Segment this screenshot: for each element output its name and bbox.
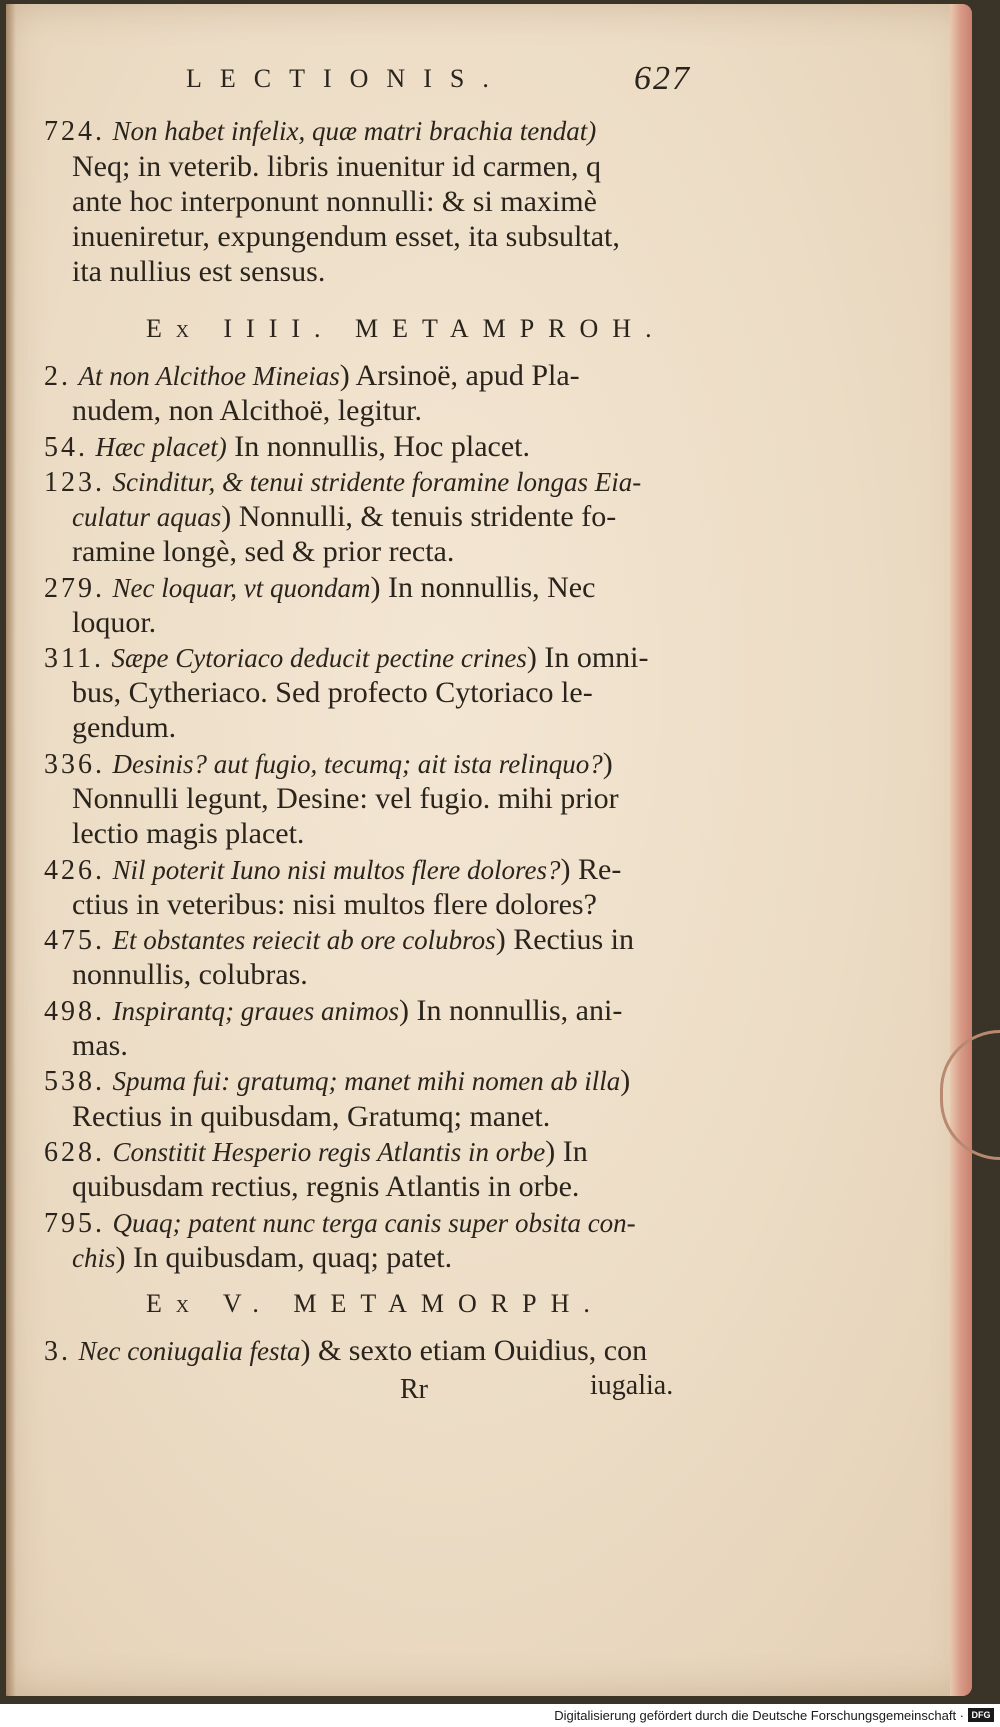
text-line	[44, 994, 724, 1029]
line-number: 336.	[44, 749, 105, 780]
commentary: )	[620, 1064, 631, 1097]
running-title: LECTIONIS.	[186, 64, 507, 93]
text-line	[72, 711, 752, 745]
text-line	[72, 1029, 752, 1063]
text-line	[44, 853, 724, 888]
book-page	[6, 4, 972, 1696]
line-number: 123.	[44, 467, 105, 498]
commentary: ramine longè, sed & prior recta.	[72, 535, 455, 568]
section-heading-book5: Ex V. METAMORPH.	[146, 1289, 604, 1318]
commentary: Nonnulli legunt, Desine: vel fugio. mihi prior	[72, 782, 619, 815]
commentary: nudem, non Alcithoë, legitur.	[72, 394, 422, 427]
line-number: 628.	[44, 1137, 105, 1168]
text-line	[72, 535, 752, 569]
lemma: culatur aquas	[72, 502, 222, 532]
line-number: 3.	[44, 1336, 71, 1367]
dfg-logo: DFG	[968, 1708, 994, 1722]
commentary: ) Rectius in	[495, 923, 635, 956]
lemma: Constitit Hesperio regis Atlantis in orbe	[112, 1137, 546, 1167]
text-line	[44, 1135, 724, 1170]
text-line	[44, 923, 724, 958]
commentary: Rectius in quibusdam, Gratumq; manet.	[72, 1100, 551, 1133]
text-line	[72, 1170, 752, 1204]
text-line	[44, 747, 724, 782]
lemma: Desinis? aut fugio, tecumq; ait ista relinquo?	[112, 749, 603, 779]
commentary: ) In omni-	[526, 641, 649, 674]
text-line	[72, 220, 752, 254]
commentary: In nonnullis, Hoc placet.	[226, 430, 530, 463]
commentary: ) Nonnulli, & tenuis stridente fo-	[221, 500, 617, 533]
line-number: 475.	[44, 925, 105, 956]
line-number: 724.	[44, 116, 105, 147]
text-line	[44, 430, 724, 465]
lemma: Nec coniugalia festa	[78, 1336, 301, 1366]
text-line	[72, 255, 752, 289]
commentary: ) In nonnullis, Nec	[370, 571, 596, 604]
commentary: quibusdam rectius, regnis Atlantis in orbe.	[72, 1170, 580, 1203]
line-number: 538.	[44, 1066, 105, 1097]
text-line	[72, 958, 752, 992]
catchword: iugalia.	[590, 1370, 674, 1401]
text-line	[72, 888, 752, 922]
text-line	[72, 394, 752, 428]
lemma: Spuma fui: gratumq; manet mihi nomen ab illa	[112, 1066, 621, 1096]
commentary: ) In	[545, 1135, 588, 1168]
lemma: Nec loquar, vt quondam	[112, 573, 371, 603]
lemma: Scinditur, & tenui stridente foramine longas Eia-	[112, 467, 642, 497]
lemma: At non Alcithoe Mineias	[78, 361, 340, 391]
folio-number: 627	[634, 60, 691, 97]
lemma: Hæc placet)	[95, 432, 227, 462]
line-number: 426.	[44, 855, 105, 886]
commentary: gendum.	[72, 711, 177, 744]
line-number: 54.	[44, 432, 88, 463]
text-line	[72, 185, 752, 219]
line-number: 2.	[44, 361, 71, 392]
text-line	[44, 571, 724, 606]
digitization-footer	[0, 1704, 1000, 1727]
text-line	[72, 150, 752, 184]
lemma: Nil poterit Iuno nisi multos flere dolores?	[112, 855, 561, 885]
commentary: nonnullis, colubras.	[72, 958, 308, 991]
lemma: Non habet infelix, quæ matri brachia tendat)	[112, 116, 597, 146]
text-line	[72, 782, 752, 816]
text-line	[72, 817, 752, 851]
line-number: 498.	[44, 996, 105, 1027]
commentary: mas.	[72, 1029, 128, 1062]
text-line	[72, 606, 752, 640]
commentary: ) In quibusdam, quaq; patet.	[115, 1241, 453, 1274]
text-line	[44, 114, 724, 149]
commentary: ctius in veteribus: nisi multos flere dolores?	[72, 888, 597, 921]
running-header	[186, 60, 746, 97]
commentary: bus, Cytheriaco. Sed profecto Cytoriaco le-	[72, 676, 593, 709]
line-number: 279.	[44, 573, 105, 604]
text-line	[72, 676, 752, 710]
line-number: 311.	[44, 643, 104, 674]
text-line	[72, 1100, 752, 1134]
funding-credit: Digitalisierung gefördert durch die Deutsche Forschungsgemeinschaft ·	[554, 1708, 964, 1723]
commentary: ) & sexto etiam Ouidius, con	[300, 1334, 648, 1367]
commentary: ) Re-	[560, 853, 622, 886]
text-line	[44, 641, 724, 676]
line-number: 795.	[44, 1208, 105, 1239]
text-line	[72, 1241, 752, 1275]
commentary: loquor.	[72, 606, 157, 639]
signature-mark: Rr	[400, 1374, 428, 1405]
section-heading-book4: Ex IIII. METAMPROH.	[146, 314, 666, 343]
lemma: Inspirantq; graues animos	[112, 996, 400, 1026]
text-line	[44, 465, 724, 500]
text-line	[44, 1206, 724, 1241]
commentary: ) In nonnullis, ani-	[399, 994, 623, 1027]
lemma: Quaq; patent nunc terga canis super obsita con-	[112, 1208, 636, 1238]
commentary: ante hoc interponunt nonnulli: & si maximè	[72, 185, 597, 218]
commentary: inueniretur, expungendum esset, ita subsultat,	[72, 220, 620, 253]
lemma: Sæpe Cytoriaco deducit pectine crines	[111, 643, 527, 673]
text-line	[44, 359, 724, 394]
text-line	[72, 500, 752, 534]
commentary: )	[602, 747, 613, 780]
text-line	[44, 1064, 724, 1099]
page-text	[6, 4, 972, 1696]
commentary: Neq; in veterib. libris inuenitur id carmen, q	[72, 150, 602, 183]
commentary: lectio magis placet.	[72, 817, 305, 850]
lemma: chis	[72, 1243, 116, 1273]
lemma: Et obstantes reiecit ab ore colubros	[112, 925, 496, 955]
text-line	[44, 1334, 724, 1369]
commentary: ita nullius est sensus.	[72, 255, 326, 288]
commentary: ) Arsinoë, apud Pla-	[339, 359, 580, 392]
